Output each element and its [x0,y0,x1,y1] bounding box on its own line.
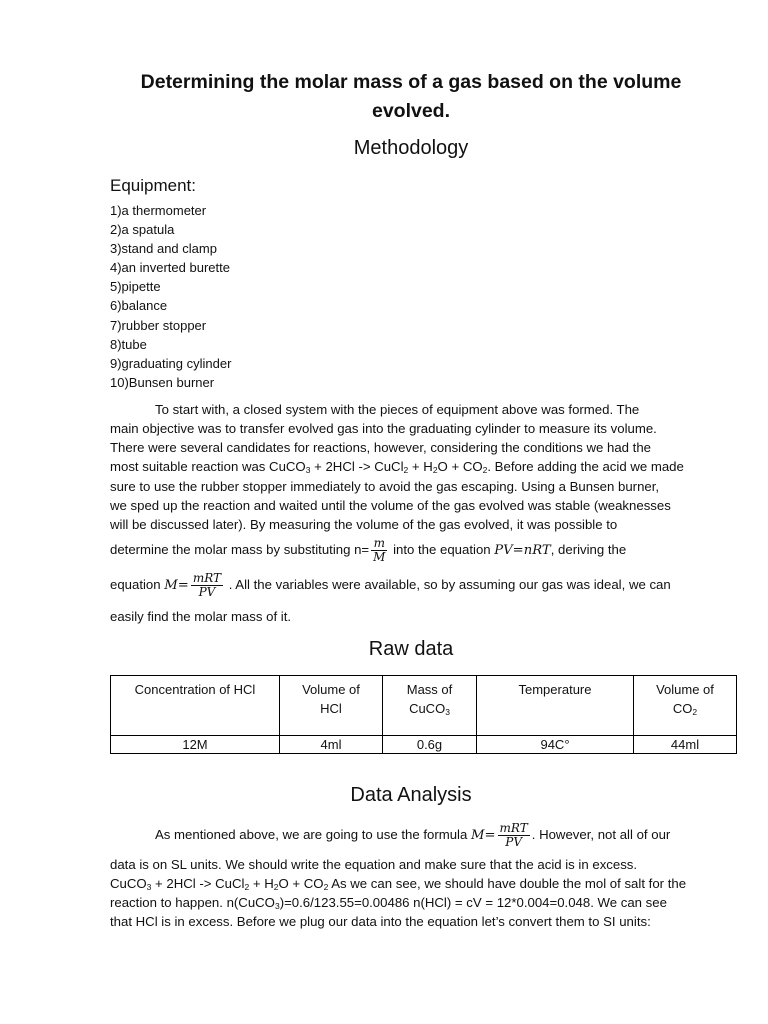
raw-data-heading: Raw data [368,638,454,660]
analysis-line: As mentioned above, we are going to use the formula M= $\frac{\text{mRT}}{PV}$ . However, not all of our [155,821,671,849]
methodology-heading: Methodology [353,137,469,159]
equipment-item: 5)pipette [110,279,161,295]
equipment-list [110,201,231,392]
table-header-cell: Concentration of HCl [111,676,280,736]
methodology-line: main objective was to transfer evolved gas into the graduating cylinder to measure its volume. [110,421,657,436]
methodology-line: most suitable reaction was CuCO$_3$ + 2HCl -> CuCl$_2$ + $H_2O + CO_2$. Before adding the acid we made [110,459,684,475]
equipment-item: 10)Bunsen burner [110,374,215,390]
methodology-line: To start with, a closed system with the pieces of equipment above was formed. The [155,402,640,417]
ideal-gas-equation: PV=nRT [494,542,551,558]
equipment-item: 3)stand and clamp [110,241,217,257]
table-cell: 4ml [280,736,383,754]
table-header-cell: Volume of $CO_2$ [634,676,737,736]
methodology-line: determine the molar mass by substituting n= $\frac{m}{M}$ into the equation PV=nRT, deriving the [110,536,627,564]
table-header-cell: Volume of HCl [280,676,383,736]
analysis-line: data is on SL units. We should write the equation and make sure that the acid is in excess. [110,857,638,872]
table-header-row [111,676,737,736]
analysis-line: reaction to happen. n(CuCO$_3$)=0.6/123.55=0.00486 n(HCl) = cV = 12*0.004=0.048. We can see [110,895,667,911]
table-cell: 94C° [477,736,634,754]
document-title: Determining the molar mass of a gas based on the volume evolved. [140,71,682,122]
raw-data-table [110,675,737,754]
equipment-item: 2)a spatula [110,222,175,238]
table-cell: 12M [111,736,280,754]
equipment-item: 4)an inverted burette [110,260,230,276]
equipment-heading: Equipment: [110,176,196,195]
methodology-line: we sped up the reaction and waited until the volume of the gas evolved was stable (weaknesses [110,498,671,513]
analysis-line: that HCl is in excess. Before we plug our data into the equation let’s convert them to SI units: [110,914,651,929]
methodology-line: There were several candidates for reactions, however, considering the conditions we had the [110,440,651,455]
methodology-line: easily find the molar mass of it. [110,609,292,624]
table-row [111,736,737,754]
moles-fraction: $\frac{m}{M}$ [373,536,386,564]
methodology-line: sure to use the rubber stopper immediately to avoid the gas escaping. Using a Bunsen burner, [110,479,660,494]
data-analysis-heading: Data Analysis [350,784,472,806]
table-cell: 44ml [634,736,737,754]
table-header-cell: Temperature [477,676,634,736]
equipment-item: 1)a thermometer [110,203,207,218]
molar-mass-fraction: $\frac{\text{mRT}}{PV}$ [192,571,222,599]
equipment-item: 8)tube [110,336,147,352]
table-header-cell: Mass of CuCO$_3$ [383,676,477,736]
equipment-item: 9)graduating cylinder [110,355,232,371]
equipment-item: 6)balance [110,298,168,314]
equipment-item: 7)rubber stopper [110,317,207,333]
table-cell: 0.6g [383,736,477,754]
analysis-line: CuCO$_3$ + 2HCl -> CuCl$_2$ + $H_2O + CO_2$ As we can see, we should have double the mol of salt for the [110,876,687,892]
methodology-line: equation M= $\frac{\text{mRT}}{PV}$ . All the variables were available, so by assuming our gas was ideal, we can [110,571,671,599]
methodology-line: will be discussed later). By measuring the volume of the gas evolved, it was possible to [110,517,618,532]
molar-mass-fraction: $\frac{\text{mRT}}{PV}$ [499,821,528,849]
